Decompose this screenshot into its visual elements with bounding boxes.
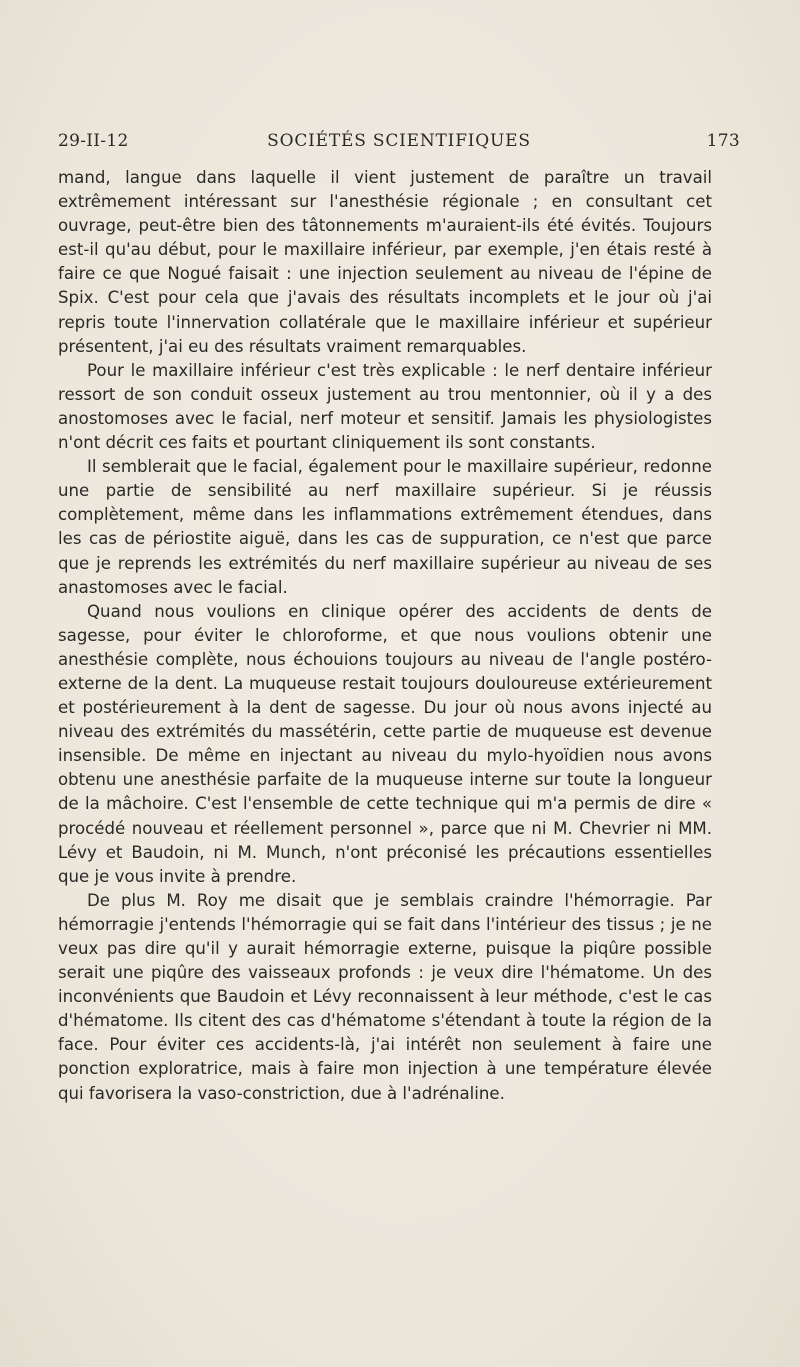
header-title: SOCIÉTÉS SCIENTIFIQUES [267,131,531,151]
paragraph-4: Quand nous voulions en clinique opérer des accidents de dents de sagesse, pour éviter le chloroforme, et que nous voulions obtenir une anesthésie complète, nous échouions toujours au niveau de l'angle postéro-externe de la dent. La muqueuse restait toujours douloureuse extérieurement et postérieurement à la dent de sagesse. Du jour où nous avons injecté au niveau des extrémités du massétérin, cette partie de muqueuse est devenue insensible. De même en injectant au niveau du mylo-hyoïdien nous avons obtenu une anesthésie parfaite de la muqueuse interne sur toute la longueur de la mâchoire. C'est l'ensemble de cette technique qui m'a permis de dire « procédé nouveau et réellement personnel », parce que ni M. Chevrier ni MM. Lévy et Baudoin, ni M. Munch, n'ont préconisé les précautions essentielles que je vous invite à prendre. [58,601,712,886]
paragraph-3: Il semblerait que le facial, également pour le maxillaire supérieur, redonne une partie de sensibilité au nerf maxillaire supérieur. Si je réussis complètement, même dans les inflammations extrêmement étendues, dans les cas de périostite aiguë, dans les cas de suppuration, ce n'est que parce que je reprends les extrémités du nerf maxillaire supérieur au niveau de ses anastomoses avec le facial. [58,457,712,597]
paragraph-2: Pour le maxillaire inférieur c'est très explicable : le nerf dentaire inférieur ressort de son conduit osseux justement au trou mentonnier, où il y a des anostomoses avec le facial, nerf moteur et sensitif. Jamais les physiologistes n'ont décrit ces faits et pourtant cliniquement ils sont constants. [58,360,712,453]
paragraph-1: mand, langue dans laquelle il vient justement de paraître un travail extrêmement intéressant sur l'anesthésie régionale ; en consultant cet ouvrage, peut-être bien des tâtonnements m'auraient-ils été évités. Toujours est-il qu'au début, pour le maxillaire inférieur, par exemple, j'en étais resté à faire ce que Nogué faisait : une injection seulement au niveau de l'épine de Spix. C'est pour cela que j'avais des résultats incomplets et le jour où j'ai repris toute l'innervation collatérale que le maxillaire inférieur et supérieur présentent, j'ai eu des résultats vraiment remarquables. [58,168,712,356]
paragraph-5: De plus M. Roy me disait que je semblais craindre l'hémorragie. Par hémorragie j'entends l'hémorragie qui se fait dans l'intérieur des tissus ; je ne veux pas dire qu'il y aurait hémorragie externe, puisque la piqûre possible serait une piqûre des vaisseaux profonds : je veux dire l'hématome. Un des inconvénients que Baudoin et Lévy reconnaissent à leur méthode, c'est le cas d'hématome. Ils citent des cas d'hématome s'étendant à toute la région de la face. Pour éviter ces accidents-là, j'ai intérêt non seulement à faire une ponction exploratrice, mais à faire mon injection à une température élevée qui favorisera la vaso-constriction, due à l'adrénaline. [58,890,712,1103]
header-date: 29-II-12 [58,131,129,151]
running-header [58,131,740,157]
page-number: 173 [706,131,740,151]
body-text [58,166,712,1106]
